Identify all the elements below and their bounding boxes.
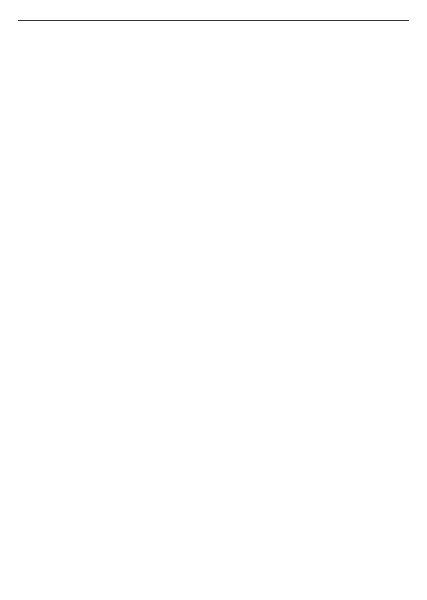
- figure-12-sankey: [0, 396, 427, 514]
- figure-11: [0, 68, 427, 288]
- header-rule: [18, 20, 409, 21]
- page-header: [18, 8, 409, 20]
